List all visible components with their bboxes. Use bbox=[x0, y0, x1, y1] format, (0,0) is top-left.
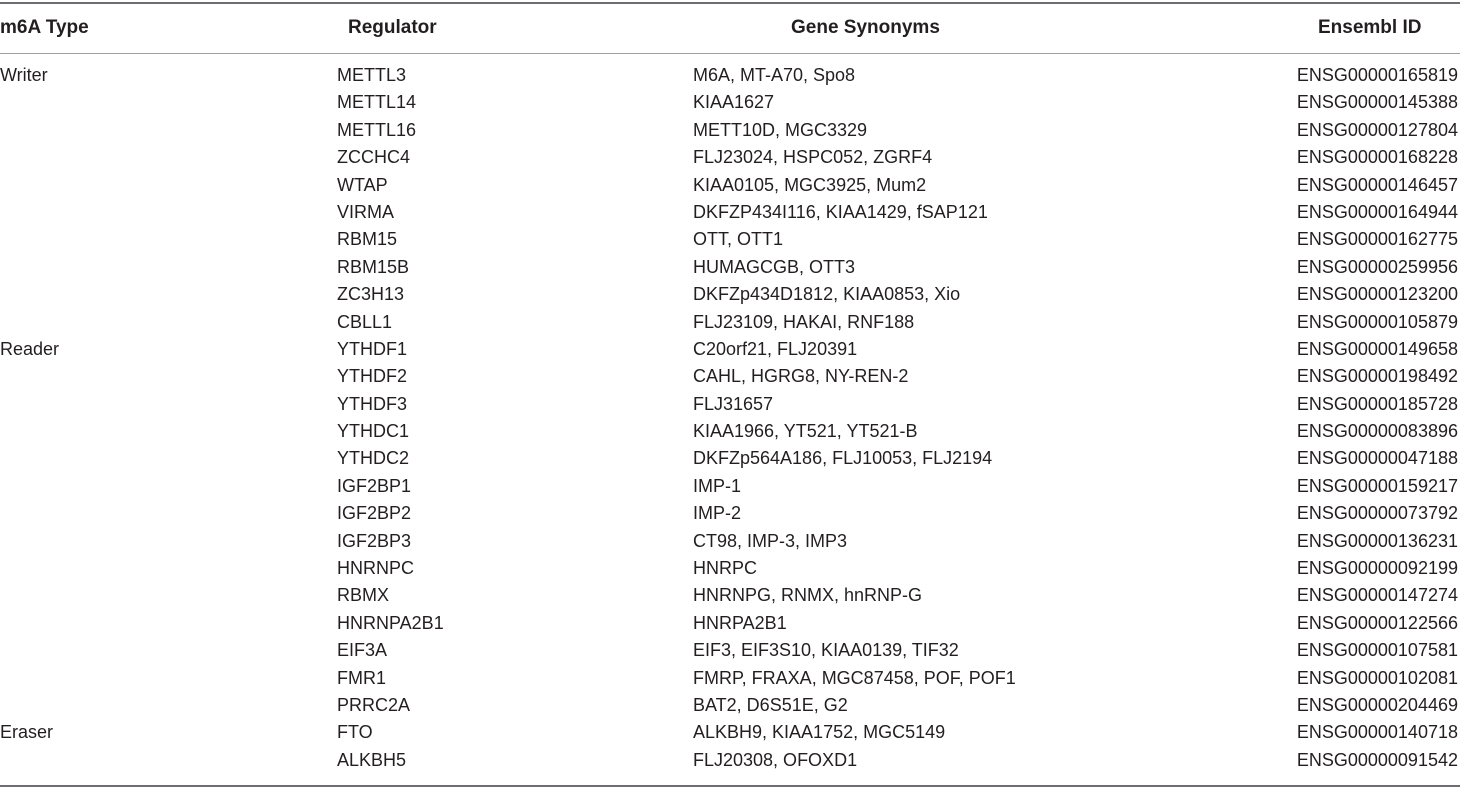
table-row bbox=[0, 445, 1460, 472]
cell-ensembl-id: ENSG00000159217 bbox=[1296, 475, 1458, 496]
table-row bbox=[0, 309, 1460, 336]
table-row bbox=[0, 62, 1460, 89]
cell-m6a-type: Writer bbox=[0, 65, 48, 85]
cell-ensembl-id: ENSG00000164944 bbox=[1296, 201, 1458, 222]
cell-regulator: ALKBH5 bbox=[337, 749, 407, 770]
table-row bbox=[0, 418, 1460, 445]
cell-gene-synonyms: EIF3, EIF3S10, KIAA0139, TIF32 bbox=[693, 640, 959, 661]
table-body bbox=[0, 62, 1460, 774]
cell-gene-synonyms: HNRPA2B1 bbox=[693, 612, 787, 633]
cell-gene-synonyms: DKFZp434D1812, KIAA0853, Xio bbox=[693, 284, 961, 305]
cell-regulator: PRRC2A bbox=[337, 694, 411, 715]
cell-regulator: YTHDF1 bbox=[337, 338, 408, 359]
cell-m6a-type: Reader bbox=[0, 338, 60, 359]
cell-ensembl-id: ENSG00000165819 bbox=[1296, 65, 1458, 85]
table-row bbox=[0, 747, 1460, 774]
table-row bbox=[0, 637, 1460, 664]
cell-ensembl-id: ENSG00000083896 bbox=[1296, 421, 1458, 442]
cell-gene-synonyms: FLJ20308, OFOXD1 bbox=[693, 749, 858, 770]
table-row bbox=[0, 555, 1460, 582]
cell-ensembl-id: ENSG00000168228 bbox=[1296, 147, 1458, 168]
cell-regulator: WTAP bbox=[337, 174, 388, 195]
cell-gene-synonyms: HNRPC bbox=[693, 558, 758, 579]
cell-gene-synonyms: CT98, IMP-3, IMP3 bbox=[693, 530, 848, 551]
table-row bbox=[0, 281, 1460, 308]
table-row bbox=[0, 391, 1460, 418]
cell-regulator: METTL16 bbox=[337, 119, 417, 140]
cell-regulator: RBM15 bbox=[337, 229, 398, 250]
cell-regulator: YTHDC2 bbox=[337, 448, 410, 469]
cell-regulator: METTL3 bbox=[337, 65, 407, 85]
cell-ensembl-id: ENSG00000047188 bbox=[1296, 448, 1458, 469]
cell-ensembl-id: ENSG00000204469 bbox=[1296, 694, 1458, 715]
cell-regulator: HNRNPC bbox=[337, 558, 415, 579]
table-row bbox=[0, 610, 1460, 637]
table-row bbox=[0, 692, 1460, 719]
cell-gene-synonyms: KIAA1627 bbox=[693, 92, 775, 113]
table-row bbox=[0, 226, 1460, 253]
cell-ensembl-id: ENSG00000198492 bbox=[1296, 366, 1458, 387]
cell-regulator: FMR1 bbox=[337, 667, 386, 688]
table-header-rule bbox=[0, 53, 1460, 54]
cell-ensembl-id: ENSG00000259956 bbox=[1296, 256, 1458, 277]
cell-ensembl-id: ENSG00000123200 bbox=[1296, 284, 1458, 305]
cell-regulator: IGF2BP3 bbox=[337, 530, 412, 551]
header-ensembl-id: Ensembl ID bbox=[1318, 17, 1422, 38]
table-row bbox=[0, 473, 1460, 500]
cell-ensembl-id: ENSG00000107581 bbox=[1296, 640, 1458, 661]
table-row bbox=[0, 172, 1460, 199]
cell-regulator: FTO bbox=[337, 722, 373, 743]
cell-gene-synonyms: CAHL, HGRG8, NY-REN-2 bbox=[693, 366, 909, 387]
cell-regulator: CBLL1 bbox=[337, 311, 393, 332]
cell-ensembl-id: ENSG00000122566 bbox=[1296, 612, 1458, 633]
header-regulator: Regulator bbox=[348, 17, 437, 38]
cell-regulator: EIF3A bbox=[337, 640, 388, 661]
cell-gene-synonyms: M6A, MT-A70, Spo8 bbox=[693, 65, 856, 85]
table-row bbox=[0, 719, 1460, 746]
table-row bbox=[0, 336, 1460, 363]
cell-regulator: HNRNPA2B1 bbox=[337, 612, 444, 633]
cell-ensembl-id: ENSG00000162775 bbox=[1296, 229, 1458, 250]
cell-ensembl-id: ENSG00000127804 bbox=[1296, 119, 1458, 140]
cell-gene-synonyms: FLJ23109, HAKAI, RNF188 bbox=[693, 311, 915, 332]
cell-regulator: YTHDF3 bbox=[337, 393, 408, 414]
table-row bbox=[0, 500, 1460, 527]
cell-regulator: RBM15B bbox=[337, 256, 410, 277]
cell-ensembl-id: ENSG00000146457 bbox=[1296, 174, 1458, 195]
cell-gene-synonyms: FLJ31657 bbox=[693, 393, 774, 414]
cell-ensembl-id: ENSG00000140718 bbox=[1296, 722, 1458, 743]
cell-regulator: IGF2BP1 bbox=[337, 475, 412, 496]
cell-ensembl-id: ENSG00000105879 bbox=[1296, 311, 1458, 332]
cell-regulator: ZC3H13 bbox=[337, 284, 405, 305]
cell-gene-synonyms: IMP-2 bbox=[693, 503, 742, 524]
cell-ensembl-id: ENSG00000149658 bbox=[1296, 338, 1458, 359]
table-header-row bbox=[0, 4, 1460, 52]
cell-regulator: RBMX bbox=[337, 585, 390, 606]
cell-regulator: VIRMA bbox=[337, 201, 395, 222]
cell-gene-synonyms: FLJ23024, HSPC052, ZGRF4 bbox=[693, 147, 933, 168]
cell-regulator: ZCCHC4 bbox=[337, 147, 411, 168]
cell-regulator: IGF2BP2 bbox=[337, 503, 412, 524]
cell-regulator: YTHDF2 bbox=[337, 366, 408, 387]
cell-gene-synonyms: DKFZp564A186, FLJ10053, FLJ2194 bbox=[693, 448, 993, 469]
table-row bbox=[0, 199, 1460, 226]
cell-ensembl-id: ENSG00000185728 bbox=[1296, 393, 1458, 414]
table-row bbox=[0, 254, 1460, 281]
table-bottom-rule bbox=[0, 785, 1460, 787]
header-gene-synonyms: Gene Synonyms bbox=[791, 17, 940, 38]
header-m6a-type: m6A Type bbox=[0, 17, 89, 38]
cell-gene-synonyms: OTT, OTT1 bbox=[693, 229, 783, 250]
cell-gene-synonyms: BAT2, D6S51E, G2 bbox=[693, 694, 848, 715]
table-row bbox=[0, 363, 1460, 390]
cell-m6a-type: Eraser bbox=[0, 722, 54, 743]
cell-gene-synonyms: METT10D, MGC3329 bbox=[693, 119, 868, 140]
cell-gene-synonyms: HNRNPG, RNMX, hnRNP-G bbox=[693, 585, 923, 606]
table-row bbox=[0, 665, 1460, 692]
table-row bbox=[0, 582, 1460, 609]
cell-ensembl-id: ENSG00000102081 bbox=[1296, 667, 1458, 688]
cell-ensembl-id: ENSG00000147274 bbox=[1296, 585, 1458, 606]
cell-gene-synonyms: C20orf21, FLJ20391 bbox=[693, 338, 858, 359]
table-row bbox=[0, 89, 1460, 116]
table-row bbox=[0, 144, 1460, 171]
cell-gene-synonyms: KIAA0105, MGC3925, Mum2 bbox=[693, 174, 927, 195]
cell-regulator: YTHDC1 bbox=[337, 421, 410, 442]
cell-ensembl-id: ENSG00000092199 bbox=[1296, 558, 1458, 579]
cell-ensembl-id: ENSG00000091542 bbox=[1296, 749, 1458, 770]
cell-gene-synonyms: IMP-1 bbox=[693, 475, 742, 496]
table-row bbox=[0, 117, 1460, 144]
cell-ensembl-id: ENSG00000073792 bbox=[1296, 503, 1458, 524]
cell-ensembl-id: ENSG00000145388 bbox=[1296, 92, 1458, 113]
cell-gene-synonyms: DKFZP434I116, KIAA1429, fSAP121 bbox=[693, 201, 988, 222]
cell-gene-synonyms: KIAA1966, YT521, YT521-B bbox=[693, 421, 918, 442]
table-row bbox=[0, 528, 1460, 555]
cell-gene-synonyms: ALKBH9, KIAA1752, MGC5149 bbox=[693, 722, 946, 743]
cell-ensembl-id: ENSG00000136231 bbox=[1296, 530, 1458, 551]
cell-gene-synonyms: HUMAGCGB, OTT3 bbox=[693, 256, 856, 277]
cell-gene-synonyms: FMRP, FRAXA, MGC87458, POF, POF1 bbox=[693, 667, 1016, 688]
cell-regulator: METTL14 bbox=[337, 92, 417, 113]
